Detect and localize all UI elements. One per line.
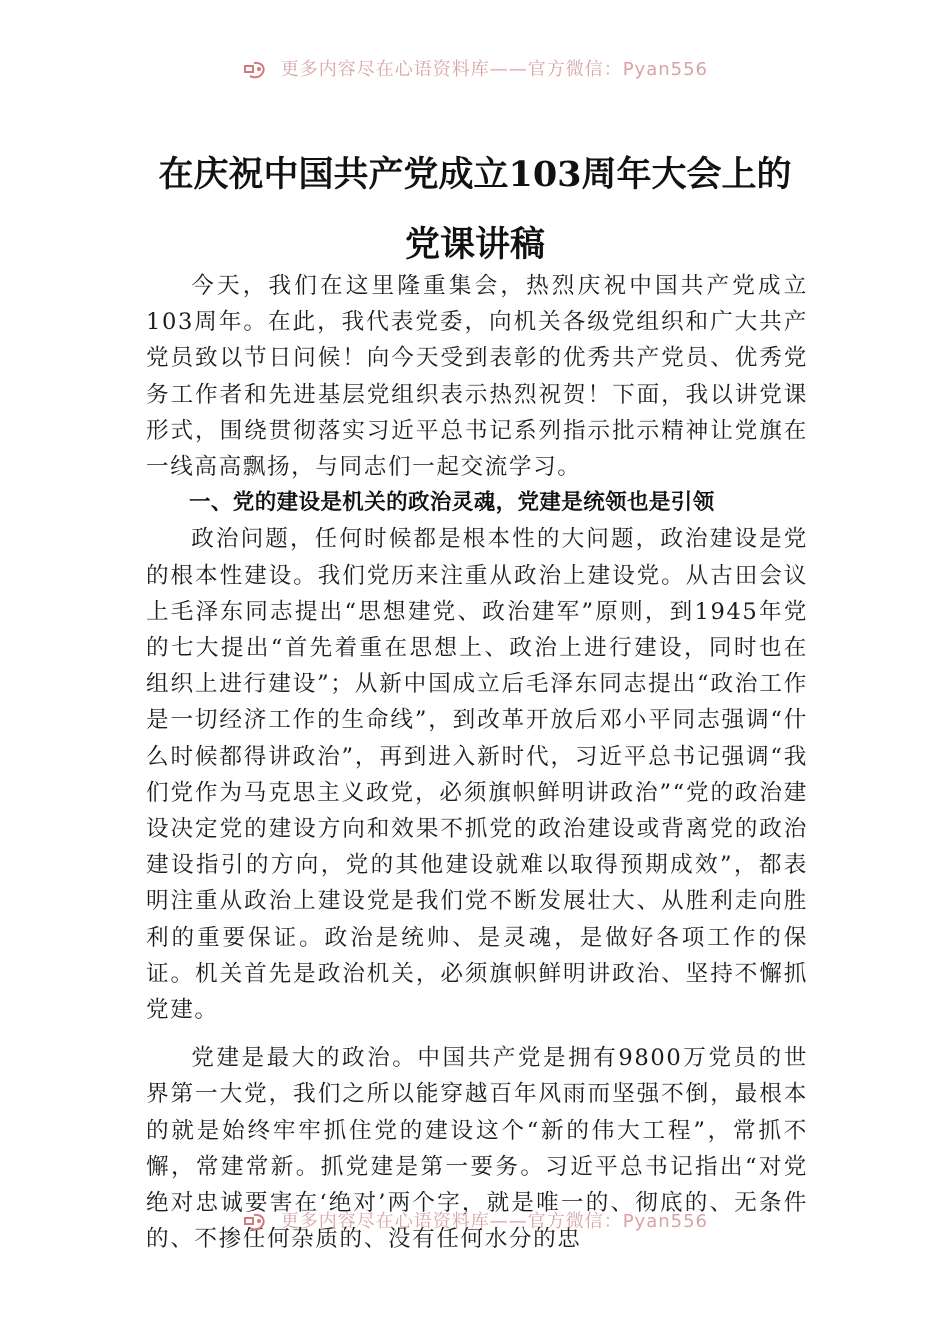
paragraph-intro: 今天，我们在这里隆重集会，热烈庆祝中国共产党成立103周年。在此，我代表党委，向机关各级党组织和广大共产党员致以节日问候！向今天受到表彰的优秀共产党员、优秀党务工作者和先进基层党组织表示热烈祝贺！下面，我以讲党课形式，围绕贯彻落实习近平总书记系列指示批示精神让党旗在一线高高飘扬，与同志们一起交流学习。 bbox=[146, 273, 808, 481]
paragraph-political-building: 政治问题，任何时候都是根本性的大问题，政治建设是党的根本性建设。我们党历来注重从政治上建设党。从古田会议上毛泽东同志提出“思想建党、政治建军”原则，到1945年党的七大提出“首先着重在思想上、政治上进行建设，同时也在组织上进行建设”；从新中国成立后毛泽东同志提出“政治工作是一切经济工作的生命线”，到改革开放后邓小平同志强调“什么时候都得讲政治”，再到进入新时代，习近平总书记强调“我们党作为马克思主义政党，必须旗帜鲜明讲政治”“党的政治建设决定党的建设方向和效果不抓党的政治建设或背离党的政治建设指引的方向，党的其他建设就难以取得预期成效”，都表明注重从政治上建设党是我们党不断发展壮大、从胜利走向胜利的重要保证。政治是统帅、是灵魂，是做好各项工作的保证。机关首先是政治机关，必须旗帜鲜明讲政治、坚持不懈抓党建。 bbox=[146, 526, 808, 1024]
watermark-footer bbox=[0, 1210, 950, 1234]
title-line-1: 在庆祝中国共产党成立103周年大会上的 bbox=[158, 154, 792, 195]
watermark-header bbox=[0, 58, 950, 82]
section-heading-1: 一、党的建设是机关的政治灵魂，党建是统领也是引领 bbox=[189, 490, 715, 516]
watermark-logo-icon bbox=[242, 60, 268, 80]
watermark-text: 更多内容尽在心语资料库——官方微信：Pyan556 bbox=[280, 59, 709, 80]
watermark-logo-icon bbox=[242, 1212, 268, 1232]
title-line-2: 党课讲稿 bbox=[404, 224, 545, 265]
document-body bbox=[146, 268, 808, 1257]
document-title bbox=[100, 140, 850, 280]
paragraph-party-building: 党建是最大的政治。中国共产党是拥有9800万党员的世界第一大党，我们之所以能穿越百年风雨而坚强不倒，最根本的就是始终牢牢抓住党的建设这个“新的伟大工程”，常抓不懈，常建常新。抓党建是第一要务。习近平总书记指出“对党绝对忠诚要害在‘绝对’两个字，就是唯一的、彻底的、无条件的、不掺任何杂质的、没有任何水分的忠 bbox=[146, 1045, 808, 1253]
watermark-text: 更多内容尽在心语资料库——官方微信：Pyan556 bbox=[280, 1211, 709, 1232]
